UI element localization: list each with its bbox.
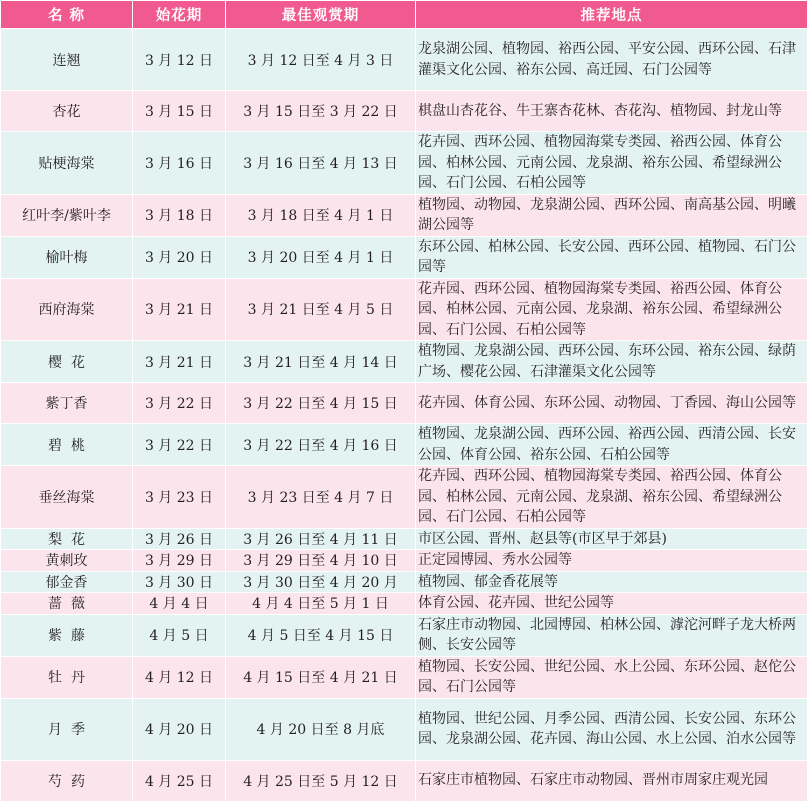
start-date: 3 月 18 日: [133, 194, 226, 236]
table-row: [1, 528, 807, 550]
recommended-locations: 棋盘山杏花谷、牛王寨杏花林、杏花沟、植物园、封龙山等: [416, 91, 807, 132]
start-date: 4 月 5 日: [133, 614, 226, 656]
header-locations: 推荐地点: [416, 1, 807, 29]
flower-name: 郁金香: [1, 571, 133, 593]
flower-name: 蔷 薇: [1, 593, 133, 615]
header-name: 名 称: [1, 1, 133, 29]
recommended-locations: 体育公园、花卉园、世纪公园等: [416, 593, 807, 615]
start-date: 3 月 22 日: [133, 383, 226, 424]
recommended-locations: 植物园、长安公园、世纪公园、水上公园、东环公园、赵佗公园、石门公园等: [416, 656, 807, 698]
table-row: [1, 614, 807, 656]
best-period: 4 月 15 日至 4 月 21 日: [226, 656, 416, 698]
start-date: 3 月 26 日: [133, 528, 226, 550]
best-period: 3 月 21 日至 4 月 5 日: [226, 278, 416, 341]
flower-name: 紫 藤: [1, 614, 133, 656]
flower-name: 碧 桃: [1, 424, 133, 466]
recommended-locations: 石家庄市植物园、石家庄市动物园、晋州市周家庄观光园: [416, 760, 807, 801]
table-row: [1, 29, 807, 91]
recommended-locations: 花卉园、西环公园、植物园海棠专类园、裕西公园、体育公园、柏林公园、元南公园、龙泉湖、裕东公园、希望绿洲公园、石门公园、石柏公园等: [416, 132, 807, 195]
flower-name: 贴梗海棠: [1, 132, 133, 195]
flower-name: 牡 丹: [1, 656, 133, 698]
table-row: [1, 194, 807, 236]
recommended-locations: 东环公园、柏林公园、长安公园、西环公园、植物园、石门公园等: [416, 236, 807, 278]
table-row: [1, 278, 807, 341]
flower-name: 西府海棠: [1, 278, 133, 341]
recommended-locations: 花卉园、体育公园、东环公园、动物园、丁香园、海山公园等: [416, 383, 807, 424]
best-period: 3 月 22 日至 4 月 16 日: [226, 424, 416, 466]
recommended-locations: 龙泉湖公园、植物园、裕西公园、平安公园、西环公园、石津灌渠文化公园、裕东公园、高迁园、石门公园等: [416, 29, 807, 91]
best-period: 3 月 22 日至 4 月 15 日: [226, 383, 416, 424]
recommended-locations: 植物园、龙泉湖公园、西环公园、东环公园、裕东公园、绿荫广场、樱花公园、石津灌渠文化公园等: [416, 341, 807, 383]
flower-name: 红叶李/紫叶李: [1, 194, 133, 236]
start-date: 3 月 22 日: [133, 424, 226, 466]
flower-name: 连翘: [1, 29, 133, 91]
recommended-locations: 正定园博园、秀水公园等: [416, 550, 807, 572]
recommended-locations: 市区公园、晋州、赵县等(市区早于郊县): [416, 528, 807, 550]
table-row: [1, 760, 807, 801]
start-date: 3 月 16 日: [133, 132, 226, 195]
flower-name: 黄刺玫: [1, 550, 133, 572]
start-date: 3 月 15 日: [133, 91, 226, 132]
best-period: 3 月 18 日至 4 月 1 日: [226, 194, 416, 236]
recommended-locations: 花卉园、西环公园、植物园海棠专类园、裕西公园、体育公园、柏林公园、元南公园、龙泉湖、裕东公园、希望绿洲公园、石门公园、石柏公园等: [416, 278, 807, 341]
flower-name: 垂丝海棠: [1, 466, 133, 529]
start-date: 4 月 4 日: [133, 593, 226, 615]
table-row: [1, 132, 807, 195]
recommended-locations: 植物园、动物园、龙泉湖公园、西环公园、南高基公园、明曦湖公园等: [416, 194, 807, 236]
table-row: [1, 383, 807, 424]
best-period: 4 月 4 日至 5 月 1 日: [226, 593, 416, 615]
start-date: 4 月 20 日: [133, 698, 226, 760]
table-row: [1, 698, 807, 760]
start-date: 3 月 21 日: [133, 278, 226, 341]
recommended-locations: 花卉园、西环公园、植物园海棠专类园、裕西公园、体育公园、柏林公园、元南公园、龙泉湖、裕东公园、希望绿洲公园、石门公园、石柏公园等: [416, 466, 807, 529]
best-period: 3 月 16 日至 4 月 13 日: [226, 132, 416, 195]
best-period: 3 月 15 日至 3 月 22 日: [226, 91, 416, 132]
flower-name: 梨 花: [1, 528, 133, 550]
flower-name: 榆叶梅: [1, 236, 133, 278]
table-row: [1, 656, 807, 698]
start-date: 3 月 30 日: [133, 571, 226, 593]
best-period: 4 月 20 日至 8 月底: [226, 698, 416, 760]
start-date: 3 月 20 日: [133, 236, 226, 278]
recommended-locations: 植物园、世纪公园、月季公园、西清公园、长安公园、东环公园、龙泉湖公园、花卉园、海山公园、水上公园、泊水公园等: [416, 698, 807, 760]
best-period: 3 月 30 日至 4 月 20 月: [226, 571, 416, 593]
table-row: [1, 341, 807, 383]
recommended-locations: 植物园、龙泉湖公园、西环公园、裕西公园、西清公园、长安公园、体育公园、裕东公园、石柏公园等: [416, 424, 807, 466]
flower-name: 芍 药: [1, 760, 133, 801]
table-row: [1, 466, 807, 529]
start-date: 4 月 25 日: [133, 760, 226, 801]
start-date: 3 月 12 日: [133, 29, 226, 91]
best-period: 4 月 25 日至 5 月 12 日: [226, 760, 416, 801]
start-date: 4 月 12 日: [133, 656, 226, 698]
flower-name: 紫丁香: [1, 383, 133, 424]
best-period: 3 月 29 日至 4 月 10 日: [226, 550, 416, 572]
header-best-period: 最佳观赏期: [226, 1, 416, 29]
best-period: 3 月 21 日至 4 月 14 日: [226, 341, 416, 383]
flower-name: 樱 花: [1, 341, 133, 383]
header-start-date: 始花期: [133, 1, 226, 29]
table-row: [1, 593, 807, 615]
flower-name: 月 季: [1, 698, 133, 760]
start-date: 3 月 29 日: [133, 550, 226, 572]
table-row: [1, 236, 807, 278]
recommended-locations: 石家庄市动物园、北园博园、柏林公园、滹沱河畔子龙大桥两侧、长安公园等: [416, 614, 807, 656]
flower-name: 杏花: [1, 91, 133, 132]
table-header-row: [1, 1, 807, 29]
best-period: 4 月 5 日至 4 月 15 日: [226, 614, 416, 656]
best-period: 3 月 20 日至 4 月 1 日: [226, 236, 416, 278]
table-row: [1, 550, 807, 572]
table-body: [1, 29, 807, 802]
best-period: 3 月 23 日至 4 月 7 日: [226, 466, 416, 529]
start-date: 3 月 21 日: [133, 341, 226, 383]
table-row: [1, 571, 807, 593]
table-row: [1, 424, 807, 466]
best-period: 3 月 12 日至 4 月 3 日: [226, 29, 416, 91]
table-row: [1, 91, 807, 132]
recommended-locations: 植物园、郁金香花展等: [416, 571, 807, 593]
start-date: 3 月 23 日: [133, 466, 226, 529]
best-period: 3 月 26 日至 4 月 11 日: [226, 528, 416, 550]
